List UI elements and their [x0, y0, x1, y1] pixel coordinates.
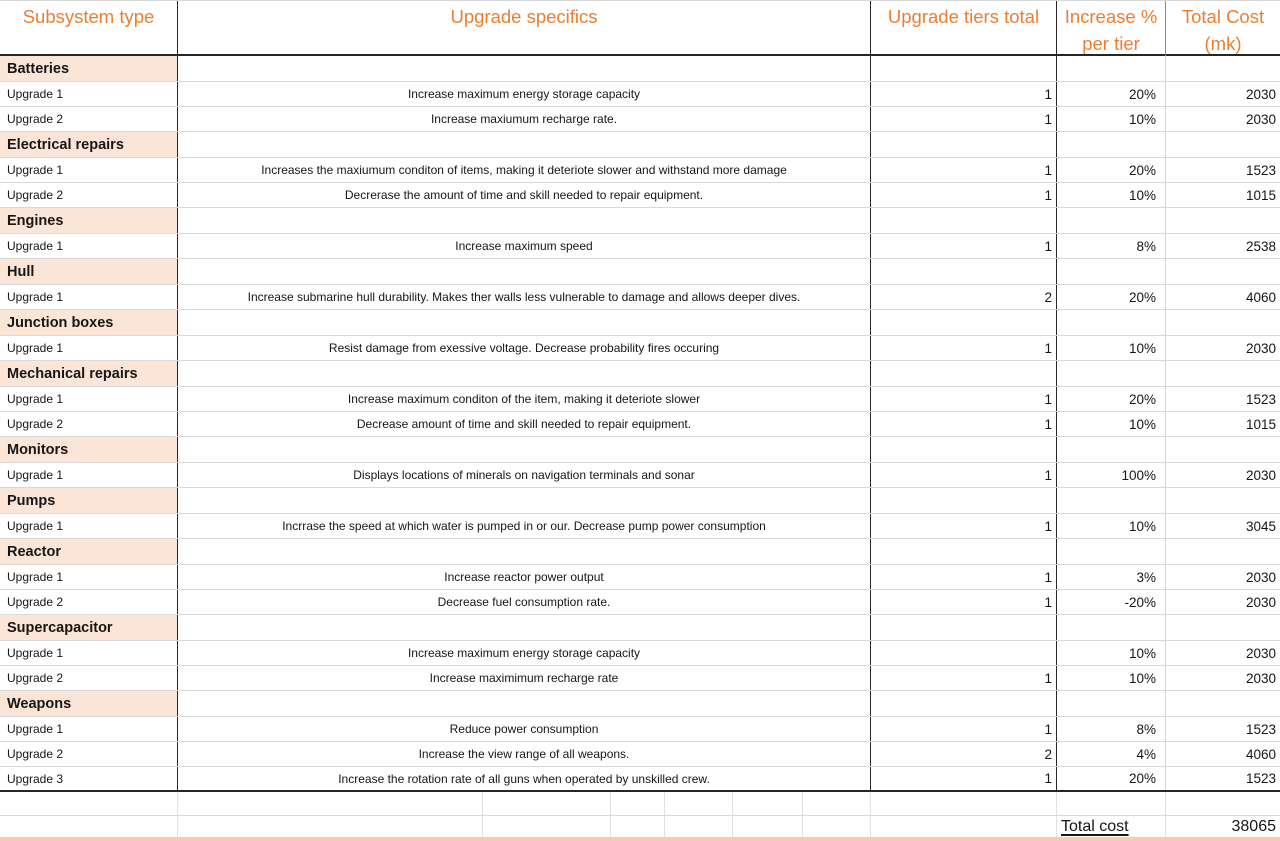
- increase-cell[interactable]: -20%: [1057, 590, 1166, 614]
- empty-cell[interactable]: [1057, 488, 1166, 513]
- upgrade-label-cell[interactable]: Upgrade 2: [0, 590, 178, 614]
- increase-cell[interactable]: 20%: [1057, 82, 1166, 106]
- cost-cell[interactable]: 1523: [1245, 721, 1276, 737]
- tiers-cell[interactable]: 1: [871, 717, 1057, 741]
- increase-cell[interactable]: 10%: [1057, 641, 1166, 665]
- upgrade-row: [0, 666, 1280, 691]
- header-upgrade-specifics[interactable]: Upgrade specifics: [178, 1, 871, 58]
- empty-cell[interactable]: [178, 615, 871, 640]
- category-row: [0, 488, 1280, 514]
- empty-cell[interactable]: [1166, 361, 1280, 386]
- empty-cell[interactable]: [1166, 310, 1280, 335]
- empty-cell[interactable]: [1057, 259, 1166, 284]
- upgrade-row: [0, 336, 1280, 361]
- category-cell[interactable]: Electrical repairs: [0, 132, 178, 157]
- empty-cell[interactable]: [611, 816, 665, 837]
- empty-cell[interactable]: [871, 132, 1057, 157]
- tiers-cell[interactable]: 1: [871, 234, 1057, 258]
- category-cell[interactable]: Supercapacitor: [0, 615, 178, 640]
- upgrade-label-cell[interactable]: Upgrade 2: [0, 183, 178, 207]
- empty-cell[interactable]: [1166, 132, 1280, 157]
- description-cell[interactable]: Increase maximum speed: [178, 234, 871, 258]
- empty-cell[interactable]: [178, 816, 483, 837]
- category-row: [0, 208, 1280, 234]
- description-cell[interactable]: Increase the view range of all weapons.: [178, 742, 871, 766]
- upgrade-row: [0, 82, 1280, 107]
- table-header: [0, 0, 1280, 56]
- category-cell[interactable]: Reactor: [0, 539, 178, 564]
- tiers-cell[interactable]: 1: [871, 514, 1057, 538]
- tiers-cell[interactable]: 1: [871, 666, 1057, 690]
- increase-cell[interactable]: 20%: [1057, 285, 1166, 309]
- cost-cell[interactable]: 2030: [1245, 594, 1276, 610]
- tiers-cell[interactable]: 1: [871, 590, 1057, 614]
- header-increase-per-tier[interactable]: Increase % per tier: [1057, 1, 1166, 58]
- upgrade-label-cell[interactable]: Upgrade 1: [0, 336, 178, 360]
- header-subsystem-type[interactable]: Subsystem type: [0, 1, 178, 58]
- table-body: [0, 56, 1280, 792]
- increase-cell[interactable]: 8%: [1057, 234, 1166, 258]
- description-cell[interactable]: Increase maximum energy storage capacity: [178, 641, 871, 665]
- empty-cell[interactable]: [733, 792, 803, 815]
- upgrade-label-cell[interactable]: Upgrade 1: [0, 565, 178, 589]
- empty-cell[interactable]: [871, 539, 1057, 564]
- category-row: [0, 259, 1280, 285]
- empty-cell[interactable]: [871, 816, 1057, 837]
- empty-cell[interactable]: [871, 310, 1057, 335]
- description-cell[interactable]: Decrease amount of time and skill needed to repair equipment.: [178, 412, 871, 436]
- empty-cell[interactable]: [871, 361, 1057, 386]
- upgrade-row: [0, 514, 1280, 539]
- category-row: [0, 615, 1280, 641]
- total-cost-label[interactable]: Total cost: [1057, 816, 1166, 837]
- empty-cell[interactable]: [1166, 488, 1280, 513]
- upgrade-label-cell[interactable]: Upgrade 1: [0, 285, 178, 309]
- tiers-cell[interactable]: 1: [871, 565, 1057, 589]
- upgrade-label-cell[interactable]: Upgrade 2: [0, 742, 178, 766]
- tiers-cell[interactable]: 1: [871, 767, 1057, 790]
- upgrade-row: [0, 590, 1280, 615]
- empty-cell[interactable]: [178, 56, 871, 81]
- cost-cell[interactable]: 1523: [1245, 391, 1276, 407]
- empty-cell[interactable]: [1166, 792, 1280, 815]
- empty-cell[interactable]: [1166, 539, 1280, 564]
- category-row: [0, 310, 1280, 336]
- upgrade-label-cell[interactable]: Upgrade 1: [0, 514, 178, 538]
- next-category-row-strip: [0, 837, 1280, 841]
- cost-cell[interactable]: 2030: [1245, 111, 1276, 127]
- cost-cell[interactable]: 1523: [1245, 771, 1276, 786]
- empty-cell[interactable]: [178, 488, 871, 513]
- empty-cell[interactable]: [178, 792, 483, 815]
- empty-cell[interactable]: [0, 792, 178, 815]
- upgrade-label-cell[interactable]: Upgrade 1: [0, 158, 178, 182]
- upgrade-label-cell[interactable]: Upgrade 2: [0, 666, 178, 690]
- upgrade-row: [0, 742, 1280, 767]
- empty-cell[interactable]: [1166, 208, 1280, 233]
- increase-cell[interactable]: 20%: [1057, 387, 1166, 411]
- upgrade-row: [0, 717, 1280, 742]
- increase-cell[interactable]: 10%: [1057, 514, 1166, 538]
- total-row: [0, 816, 1280, 837]
- upgrade-label-cell[interactable]: Upgrade 2: [0, 107, 178, 131]
- category-row: [0, 437, 1280, 463]
- empty-cell[interactable]: [178, 361, 871, 386]
- category-row: [0, 132, 1280, 158]
- empty-cell[interactable]: [1057, 310, 1166, 335]
- upgrade-label-cell[interactable]: Upgrade 1: [0, 82, 178, 106]
- cost-cell[interactable]: 2030: [1245, 670, 1276, 686]
- tiers-cell[interactable]: 1: [871, 183, 1057, 207]
- tiers-cell[interactable]: 1: [871, 412, 1057, 436]
- cost-cell[interactable]: 2030: [1245, 86, 1276, 102]
- empty-cell[interactable]: [871, 259, 1057, 284]
- upgrade-row: [0, 234, 1280, 259]
- cost-cell[interactable]: 2030: [1245, 467, 1276, 483]
- empty-cell[interactable]: [178, 259, 871, 284]
- empty-cell[interactable]: [611, 792, 665, 815]
- increase-cell[interactable]: 3%: [1057, 565, 1166, 589]
- tiers-cell[interactable]: 1: [871, 387, 1057, 411]
- increase-cell[interactable]: 10%: [1057, 412, 1166, 436]
- empty-cell[interactable]: [178, 691, 871, 716]
- upgrade-label-cell[interactable]: Upgrade 1: [0, 387, 178, 411]
- category-row: [0, 691, 1280, 717]
- upgrade-row: [0, 767, 1280, 792]
- empty-cell[interactable]: [178, 310, 871, 335]
- header-total-cost[interactable]: Total Cost (mk): [1181, 6, 1265, 54]
- empty-cell[interactable]: [1057, 539, 1166, 564]
- empty-cell[interactable]: [1166, 691, 1280, 716]
- category-cell[interactable]: Weapons: [0, 691, 178, 716]
- tiers-cell[interactable]: [871, 641, 1057, 665]
- description-cell[interactable]: Increase reactor power output: [178, 565, 871, 589]
- empty-cell[interactable]: [1057, 437, 1166, 462]
- description-cell[interactable]: Incrrase the speed at which water is pumped in or our. Decrease pump power consumption: [178, 514, 871, 538]
- total-cost-value[interactable]: 38065: [1231, 817, 1276, 835]
- cost-cell[interactable]: 1015: [1245, 416, 1276, 432]
- tiers-cell[interactable]: 1: [871, 463, 1057, 487]
- category-cell[interactable]: Junction boxes: [0, 310, 178, 335]
- empty-cell[interactable]: [483, 816, 611, 837]
- empty-cell[interactable]: [871, 437, 1057, 462]
- upgrade-row: [0, 641, 1280, 666]
- empty-cell[interactable]: [1057, 615, 1166, 640]
- upgrade-row: [0, 387, 1280, 412]
- description-cell[interactable]: Displays locations of minerals on navigation terminals and sonar: [178, 463, 871, 487]
- empty-cell[interactable]: [0, 816, 178, 837]
- empty-cell[interactable]: [665, 792, 733, 815]
- upgrade-row: [0, 463, 1280, 488]
- increase-cell[interactable]: 10%: [1057, 183, 1166, 207]
- empty-cell[interactable]: [871, 691, 1057, 716]
- empty-cell[interactable]: [665, 816, 733, 837]
- description-cell[interactable]: Decrerase the amount of time and skill needed to repair equipment.: [178, 183, 871, 207]
- upgrade-label-cell[interactable]: Upgrade 1: [0, 641, 178, 665]
- empty-cell[interactable]: [1057, 208, 1166, 233]
- description-cell[interactable]: Increase maximimum recharge rate: [178, 666, 871, 690]
- category-row: [0, 539, 1280, 565]
- upgrade-row: [0, 285, 1280, 310]
- tiers-cell[interactable]: 2: [871, 742, 1057, 766]
- cost-cell[interactable]: 1015: [1245, 187, 1276, 203]
- description-cell[interactable]: Increase submarine hull durability. Makes ther walls less vulnerable to damage and allows deeper dives.: [178, 285, 871, 309]
- upgrade-label-cell[interactable]: Upgrade 2: [0, 412, 178, 436]
- cost-cell[interactable]: 2030: [1245, 569, 1276, 585]
- description-cell[interactable]: Decrease fuel consumption rate.: [178, 590, 871, 614]
- increase-cell[interactable]: 100%: [1057, 463, 1166, 487]
- cost-cell[interactable]: 2030: [1245, 645, 1276, 661]
- header-upgrade-tiers-total[interactable]: Upgrade tiers total: [871, 1, 1057, 58]
- cost-cell[interactable]: 4060: [1245, 746, 1276, 762]
- empty-cell[interactable]: [871, 615, 1057, 640]
- empty-cell[interactable]: [871, 792, 1057, 815]
- empty-cell[interactable]: [1057, 132, 1166, 157]
- description-cell[interactable]: Increase maximum energy storage capacity: [178, 82, 871, 106]
- empty-cell[interactable]: [1166, 259, 1280, 284]
- empty-cell[interactable]: [1057, 56, 1166, 81]
- description-cell[interactable]: Resist damage from exessive voltage. Decrease probability fires occuring: [178, 336, 871, 360]
- category-cell[interactable]: Engines: [0, 208, 178, 233]
- empty-cell[interactable]: [1057, 691, 1166, 716]
- upgrade-label-cell[interactable]: Upgrade 1: [0, 463, 178, 487]
- empty-cell[interactable]: [733, 816, 803, 837]
- empty-cell[interactable]: [1057, 792, 1166, 815]
- increase-cell[interactable]: 10%: [1057, 107, 1166, 131]
- empty-cell[interactable]: [178, 132, 871, 157]
- upgrade-row: [0, 183, 1280, 208]
- empty-cell[interactable]: [178, 437, 871, 462]
- increase-cell[interactable]: 4%: [1057, 742, 1166, 766]
- description-cell[interactable]: Increase maximum conditon of the item, making it deteriote slower: [178, 387, 871, 411]
- tiers-cell[interactable]: 1: [871, 82, 1057, 106]
- upgrade-row: [0, 158, 1280, 183]
- increase-cell[interactable]: 20%: [1057, 158, 1166, 182]
- cost-cell[interactable]: 3045: [1245, 518, 1276, 534]
- description-cell[interactable]: Increase the rotation rate of all guns when operated by unskilled crew.: [178, 767, 871, 790]
- empty-cell[interactable]: [803, 816, 871, 837]
- upgrade-label-cell[interactable]: Upgrade 1: [0, 717, 178, 741]
- tiers-cell[interactable]: 1: [871, 158, 1057, 182]
- increase-cell[interactable]: 10%: [1057, 666, 1166, 690]
- category-cell[interactable]: Hull: [0, 259, 178, 284]
- cost-cell[interactable]: 1523: [1245, 162, 1276, 178]
- empty-cell[interactable]: [178, 539, 871, 564]
- increase-cell[interactable]: 8%: [1057, 717, 1166, 741]
- category-cell[interactable]: Pumps: [0, 488, 178, 513]
- upgrade-row: [0, 565, 1280, 590]
- increase-cell[interactable]: 20%: [1057, 767, 1166, 790]
- upgrade-row: [0, 412, 1280, 437]
- description-cell[interactable]: Increase maxiumum recharge rate.: [178, 107, 871, 131]
- increase-cell[interactable]: 10%: [1057, 336, 1166, 360]
- category-cell[interactable]: Monitors: [0, 437, 178, 462]
- description-cell[interactable]: Increases the maxiumum conditon of items, making it deteriote slower and withstand more damage: [178, 158, 871, 182]
- tiers-cell[interactable]: 1: [871, 336, 1057, 360]
- blank-row: [0, 792, 1280, 816]
- empty-cell[interactable]: [803, 792, 871, 815]
- cost-cell[interactable]: 2030: [1245, 340, 1276, 356]
- empty-cell[interactable]: [483, 792, 611, 815]
- empty-cell[interactable]: [871, 208, 1057, 233]
- cost-cell[interactable]: 4060: [1245, 289, 1276, 305]
- upgrade-row: [0, 107, 1280, 132]
- empty-cell[interactable]: [1166, 437, 1280, 462]
- category-cell[interactable]: Mechanical repairs: [0, 361, 178, 386]
- tiers-cell[interactable]: 1: [871, 107, 1057, 131]
- description-cell[interactable]: Reduce power consumption: [178, 717, 871, 741]
- category-cell[interactable]: Batteries: [0, 56, 178, 81]
- upgrade-label-cell[interactable]: Upgrade 1: [0, 234, 178, 258]
- category-row: [0, 361, 1280, 387]
- cost-cell[interactable]: 2538: [1245, 238, 1276, 254]
- upgrade-label-cell[interactable]: Upgrade 3: [0, 767, 178, 790]
- empty-cell[interactable]: [871, 56, 1057, 81]
- empty-cell[interactable]: [1057, 361, 1166, 386]
- empty-cell[interactable]: [871, 488, 1057, 513]
- empty-cell[interactable]: [1166, 56, 1280, 81]
- empty-cell[interactable]: [178, 208, 871, 233]
- empty-cell[interactable]: [1166, 615, 1280, 640]
- category-row: [0, 56, 1280, 82]
- tiers-cell[interactable]: 2: [871, 285, 1057, 309]
